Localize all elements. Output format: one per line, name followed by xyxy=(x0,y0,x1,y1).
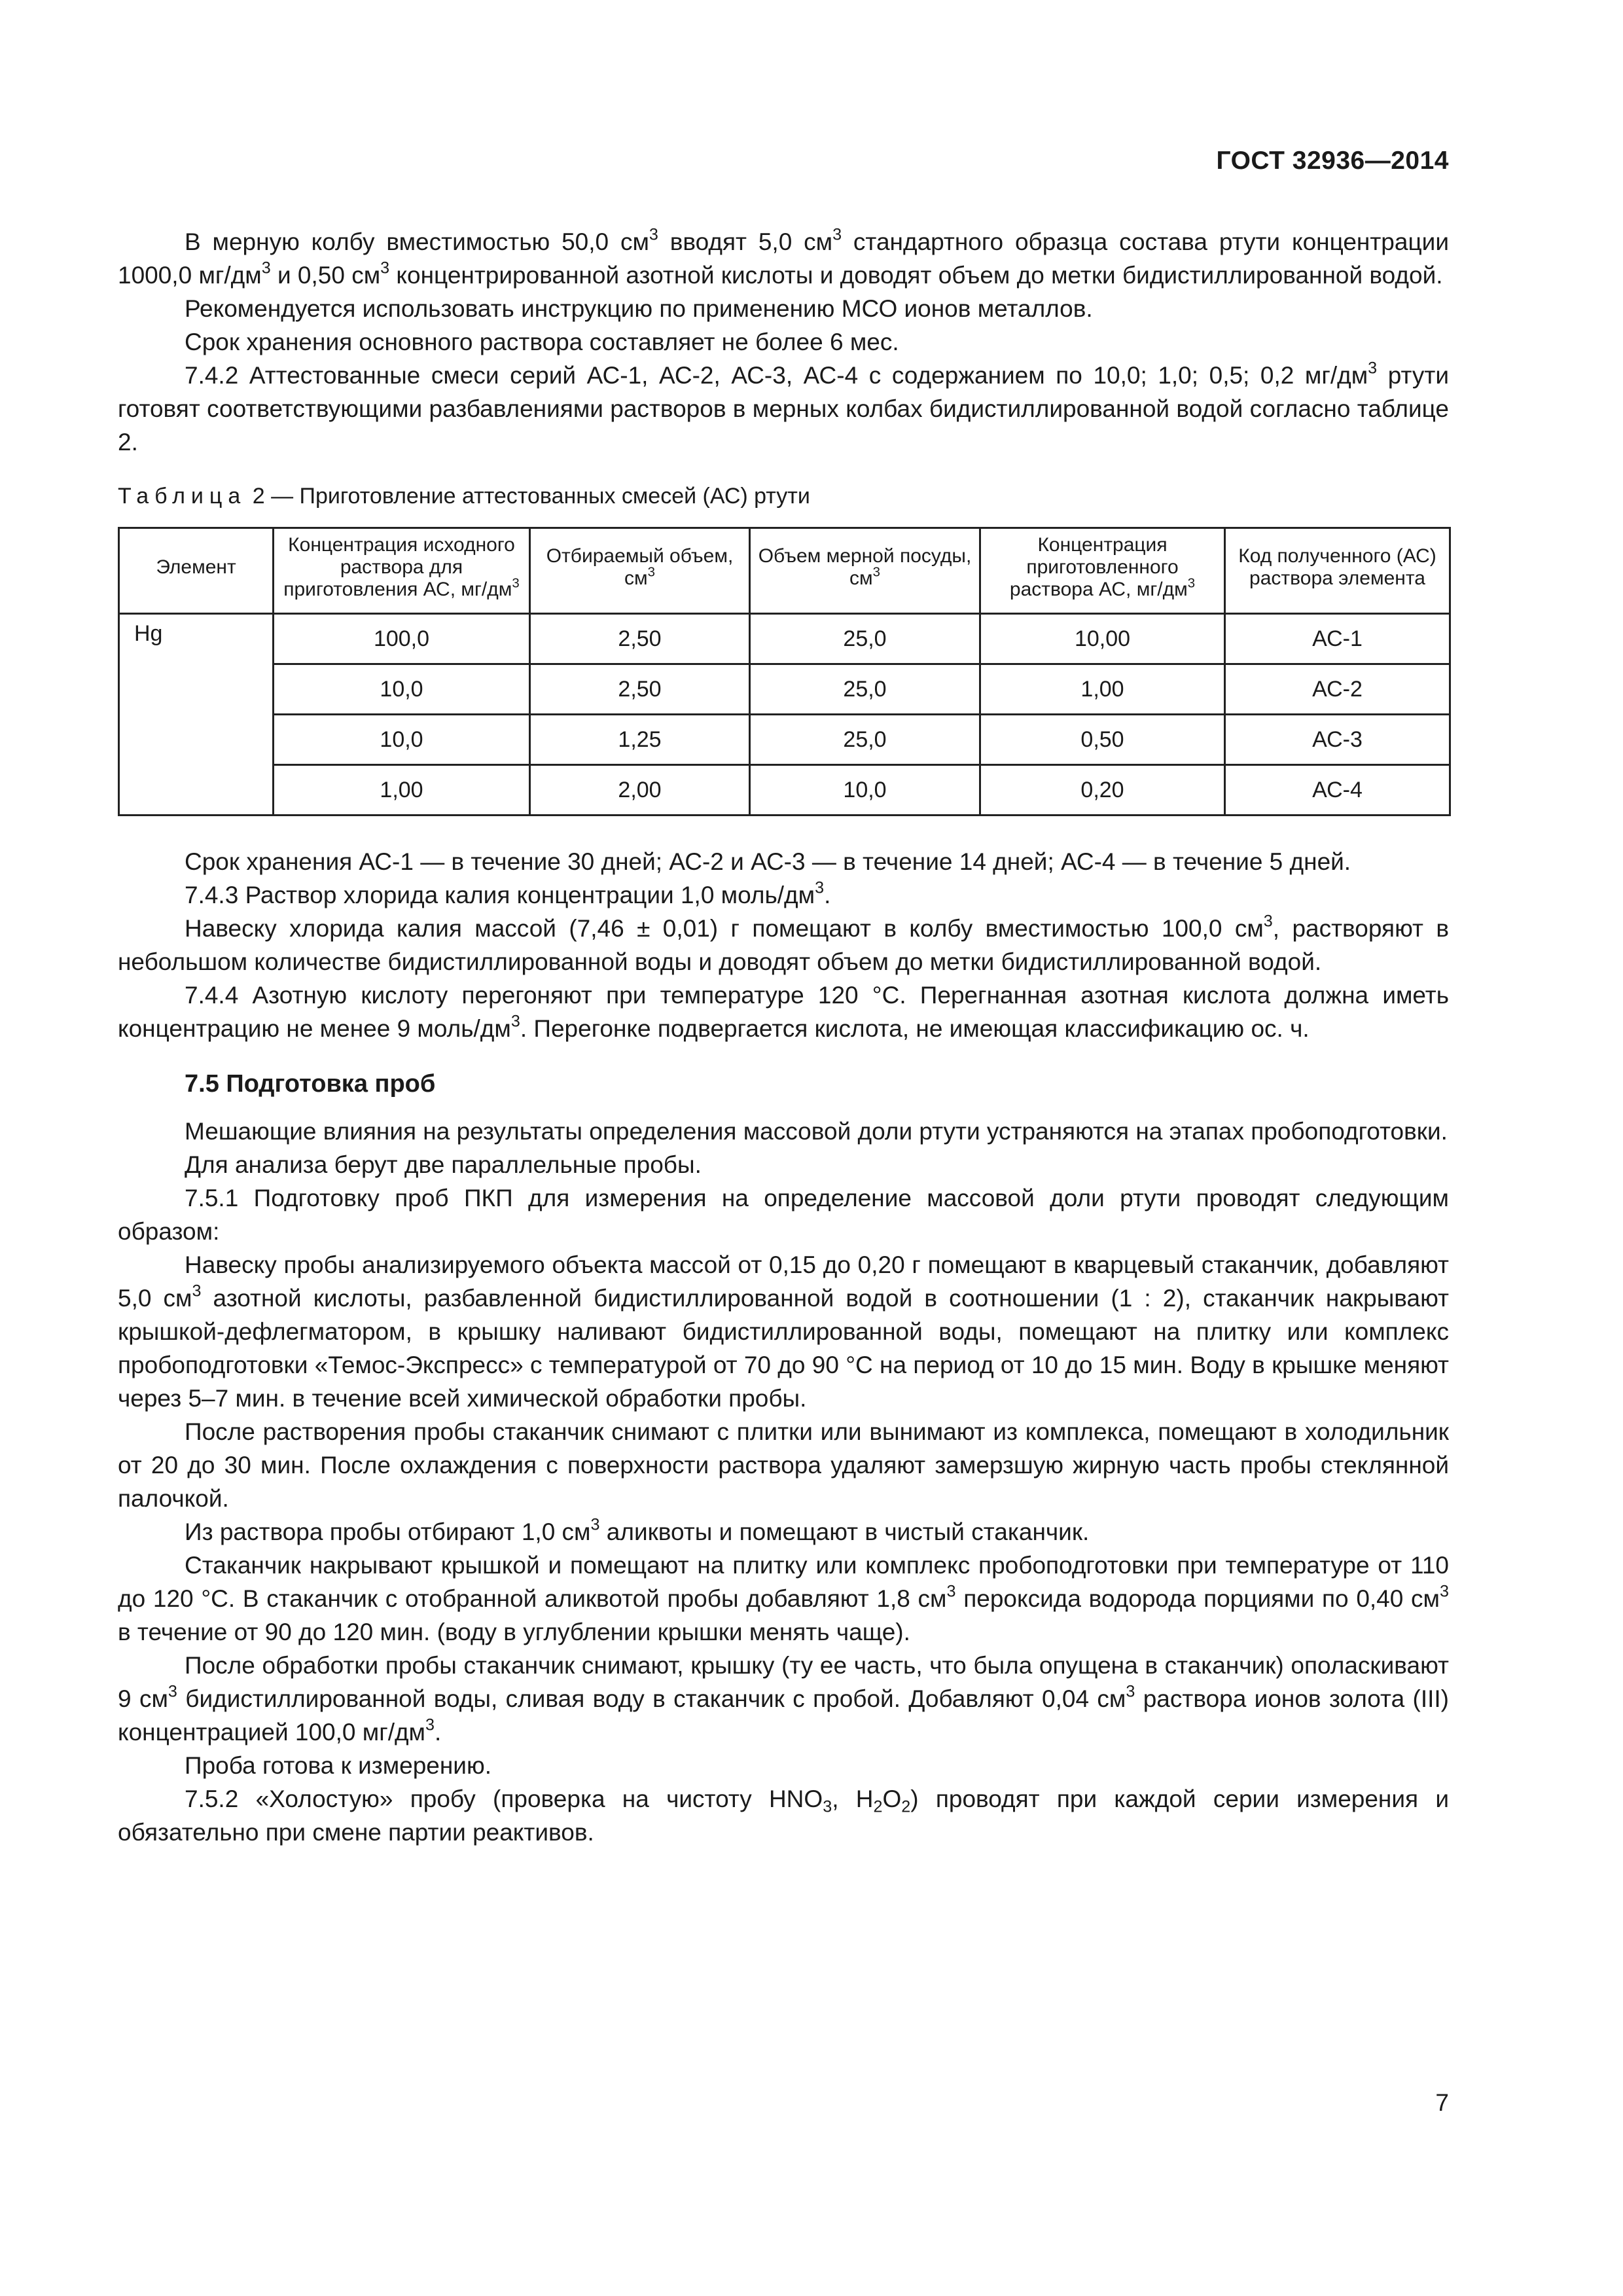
table-cell: АС-3 xyxy=(1225,715,1450,765)
paragraph: Навеску пробы анализируемого объекта массой от 0,15 до 0,20 г помещают в кварцевый стаканчик, добавляют 5,0 $см^3$ азотной кислоты, разбавленной бидистиллированной водой в соотношении (1 : 2), стаканчик накрывают крышкой-дефлегматором, в крышку наливают бидистиллированной воды, помещают на плитку или комплекс пробоподготовки «Темос-Экспресс» с температурой от 70 до 90 °С на период от 10 до 15 мин. Воду в крышке меняют через 5–7 мин. в течение всей химической обработки пробы. xyxy=(118,1251,1449,1412)
table-cell: АС-2 xyxy=(1225,664,1450,715)
preparation-table xyxy=(118,527,1451,816)
paragraph: Рекомендуется использовать инструкцию по применению МСО ионов металлов. xyxy=(185,295,1093,322)
table-header-row xyxy=(119,528,1450,614)
paragraph: Проба готова к измерению. xyxy=(185,1752,492,1779)
paragraph: Для анализа берут две параллельные пробы. xyxy=(185,1151,702,1178)
paragraph: Стаканчик накрывают крышкой и помещают на плитку или комплекс пробоподготовки при температуре от 110 до 120 °С. В стаканчик с отобранной аликвотой пробы добавляют 1,8 $см^3$ пероксида водорода порциями по 0,40 $см^3$ в течение от 90 до 120 мин. (воду в углублении крышки менять чаще). xyxy=(118,1552,1449,1645)
table-cell: 10,0 xyxy=(274,715,530,765)
table-cell: 10,00 xyxy=(980,614,1225,664)
table-cell: 2,00 xyxy=(530,765,750,816)
header-cell: Концентрация исходного раствора для приготовления АС, $мг/дм^3$ xyxy=(274,528,530,614)
paragraph: 7.4.2 Аттестованные смеси серий АС-1, АС-2, АС-3, АС-4 с содержанием по 10,0; 1,0; 0,5; 0,2 $мг/дм^3$ ртути готовят соответствующими разбавлениями растворов в мерных колбах бидистиллированной водой согласно таблице 2. xyxy=(118,359,1449,456)
paragraph: После растворения пробы стаканчик снимают с плитки или вынимают из комплекса, помещают в холодильник от 20 до 30 мин. После охлаждения с поверхности раствора удаляют замерзшую жирную часть пробы стеклянной палочкой. xyxy=(118,1418,1449,1512)
standard-number: ГОСТ 32936—2014 xyxy=(1216,147,1449,175)
header-cell: Код полученного (АС) раствора элемента xyxy=(1225,528,1450,614)
table-caption: Таблица 2 — Приготовление аттестованных смесей (АС) ртути xyxy=(118,484,810,509)
table-cell: 0,50 xyxy=(980,715,1225,765)
table-cell: 2,50 xyxy=(530,664,750,715)
table-cell: 25,0 xyxy=(750,715,980,765)
element-cell: Hg xyxy=(119,614,274,816)
header-cell: Концентрация приготовленного раствора АС, $мг/дм^3$ xyxy=(980,528,1225,614)
paragraph: Мешающие влияния на результаты определения массовой доли ртути устраняются на этапах пробоподготовки. xyxy=(185,1118,1448,1145)
header-cell: Объем мерной посуды, $см^3$ xyxy=(750,528,980,614)
paragraph: После обработки пробы стаканчик снимают, крышку (ту ее часть, что была опущена в стаканчик) ополаскивают 9 $см^3$ бидистиллированной воды, сливая воду в стаканчик с пробой. Добавляют 0,04 $см^3$ раствора ионов золота (III) концентрацией 100,0 $мг/дм^3$. xyxy=(118,1652,1449,1746)
paragraph: Навеску хлорида калия массой (7,46 ± 0,01) г помещают в колбу вместимостью 100,0 $см^3$, растворяют в небольшом количестве бидистиллированной воды и доводят объем до метки бидистиллированной водой. xyxy=(118,912,1450,975)
table-cell: 1,00 xyxy=(274,765,530,816)
table-cell: 100,0 xyxy=(274,614,530,664)
paragraph: Из раствора пробы отбирают 1,0 $см^3$ аликвоты и помещают в чистый стаканчик. xyxy=(185,1515,1090,1545)
paragraph: 7.5.1 Подготовку проб ПКП для измерения на определение массовой доли ртути проводят следующим образом: xyxy=(118,1185,1449,1245)
page-number: 7 xyxy=(1435,2089,1449,2116)
table-cell: 2,50 xyxy=(530,614,750,664)
section-heading: 7.5 Подготовка проб xyxy=(185,1070,436,1098)
table-row xyxy=(119,664,1450,715)
table-cell: 1,25 xyxy=(530,715,750,765)
table-cell: 10,0 xyxy=(750,765,980,816)
table-cell: 25,0 xyxy=(750,614,980,664)
header-cell: Отбираемый объем, $см^3$ xyxy=(530,528,750,614)
paragraph: 7.5.2 «Холостую» пробу (проверка на чистоту $HNO_3$, $H_2O_2$) проводят при каждой серии измерения и обязательно при смене партии реактивов. xyxy=(118,1785,1450,1846)
table-row xyxy=(119,715,1450,765)
paragraph: 7.4.4 Азотную кислоту перегоняют при температуре 120 °С. Перегнанная азотная кислота должна иметь концентрацию не менее 9 моль/$дм^3$. Перегонке подвергается кислота, не имеющая классификацию ос. ч. xyxy=(118,982,1449,1042)
table-cell: 25,0 xyxy=(750,664,980,715)
page-content xyxy=(118,225,1449,1849)
table-row xyxy=(119,614,1450,664)
after-table-block xyxy=(118,845,1449,1045)
table-cell: 1,00 xyxy=(980,664,1225,715)
table-cell: АС-4 xyxy=(1225,765,1450,816)
paragraph: Срок хранения основного раствора составляет не более 6 мес. xyxy=(185,329,899,355)
table-row xyxy=(119,765,1450,816)
paragraph: В мерную колбу вместимостью 50,0 $см^3$ вводят 5,0 $см^3$ стандартного образца состава ртути концентрации 1000,0 $мг/дм^3$ и 0,50 $см^3$ концентрированной азотной кислоты и доводят объем до метки бидистиллированной водой. xyxy=(118,225,1449,289)
paragraph: Срок хранения АС-1 — в течение 30 дней; АС-2 и АС-3 — в течение 14 дней; АС-4 — в течение 5 дней. xyxy=(185,848,1351,875)
header-cell: Элемент xyxy=(119,528,274,614)
paragraph: 7.4.3 Раствор хлорида калия концентрации 1,0 моль/$дм^3$. xyxy=(185,878,831,908)
table-cell: АС-1 xyxy=(1225,614,1450,664)
table-cell: 10,0 xyxy=(274,664,530,715)
table-cell: 0,20 xyxy=(980,765,1225,816)
